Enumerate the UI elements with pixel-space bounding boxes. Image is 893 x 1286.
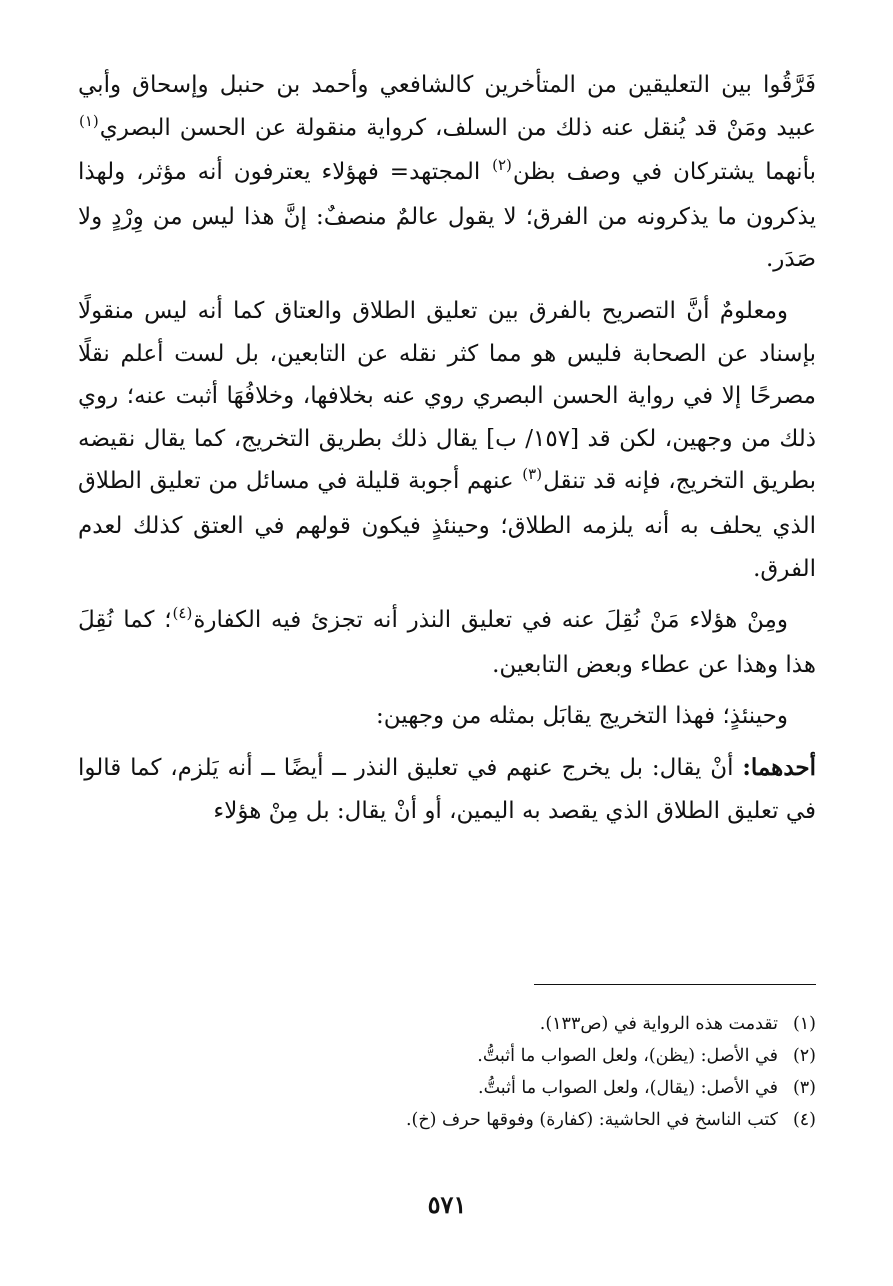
footnote-item: [78, 1008, 816, 1040]
paragraph-lead-word: أحدهما:: [742, 753, 816, 781]
footnotes: [78, 1008, 816, 1136]
footnote-ref-3: (٣): [522, 465, 543, 484]
footnote-text: في الأصل: (يظن)، ولعل الصواب ما أثبتُّ.: [477, 1046, 778, 1066]
footnote-number: (٤): [792, 1110, 816, 1130]
paragraph-text: عنهم أجوبة قليلة في مسائل من تعليق الطلاق الذي يحلف به أنه يلزمه الطلاق؛ وحينئذٍ فيكون قولهم في العتق كذلك لعدم الفرق.: [78, 468, 816, 582]
paragraph-text: ؛ كما نُقِلَ هذا وهذا عن عطاء وبعض التابعين.: [78, 607, 816, 678]
paragraph-text: ومعلومٌ أنَّ التصريح بالفرق بين تعليق الطلاق والعتاق كما أنه ليس منقولًا بإسناد عن الصحابة فليس هو مما كثر نقله عن التابعين، بل لست أعلم نقلًا مصرحًا إلا في رواية الحسن البصري روي عنه بخلافها، وخلافُهَا أثبت عنه؛ روي ذلك من وجهين، لكن قد [١٥٧/ ب] يقال ذلك بطريق التخريج، كما يقال نقيضه بطريق التخريج، فإنه قد تنقل: [78, 297, 817, 495]
paragraph-4: [78, 695, 816, 738]
footnote-ref-1: (١): [79, 111, 99, 130]
book-page: [78, 64, 816, 1224]
page-number: ٥٧١: [427, 1190, 467, 1219]
main-text: [78, 64, 816, 832]
footnote-ref-4: (٤): [172, 604, 193, 623]
paragraph-3: [78, 599, 816, 686]
footnote-item: [78, 1040, 816, 1072]
footnote-ref-2: (٢): [492, 156, 512, 175]
footnote-number: (٣): [792, 1078, 816, 1098]
paragraph-2: [78, 290, 816, 590]
paragraph-1: [78, 64, 816, 281]
paragraph-text: بأنهما يشتركان في وصف بظن: [512, 159, 816, 186]
footnote-number: (١): [792, 1014, 816, 1034]
paragraph-text: ومِنْ هؤلاء مَنْ نُقِلَ عنه في تعليق النذر أنه تجزئ فيه الكفارة: [193, 607, 788, 634]
paragraph-text: فَرَّقُوا بين التعليقين من المتأخرين كالشافعي وأحمد بن حنبل وإسحاق وأبي عبيد ومَنْ قد يُنقل عنه ذلك من السلف، كرواية منقولة عن الحسن البصري: [78, 72, 816, 141]
paragraph-text: أنْ يقال: بل يخرج عنهم في تعليق النذر ــ أيضًا ــ أنه يَلزم، كما قالوا في تعليق الطلاق الذي يقصد به اليمين، أو أنْ يقال: بل مِنْ هؤلاء: [78, 754, 816, 824]
footnote-item: [78, 1072, 816, 1104]
paragraph-5: [78, 747, 816, 832]
footnote-text: تقدمت هذه الرواية في (ص١٣٣).: [539, 1014, 778, 1034]
footnote-separator: [534, 984, 816, 985]
footnote-item: [78, 1104, 816, 1136]
footnote-number: (٢): [792, 1046, 816, 1066]
paragraph-text: المجتهد= فهؤلاء يعترفون أنه مؤثر، ولهذا يذكرون ما يذكرونه من الفرق؛ لا يقول عالمٌ منصفٌ: إنَّ هذا ليس من وِرْدٍ ولا صَدَر.: [78, 159, 816, 273]
paragraph-text: وحينئذٍ؛ فهذا التخريج يقابَل بمثله من وجهين:: [376, 703, 788, 730]
footnote-text: كتب الناسخ في الحاشية: (كفارة) وفوقها حرف (خ).: [405, 1110, 778, 1130]
footnote-text: في الأصل: (يقال)، ولعل الصواب ما أثبتُّ.: [478, 1078, 778, 1098]
